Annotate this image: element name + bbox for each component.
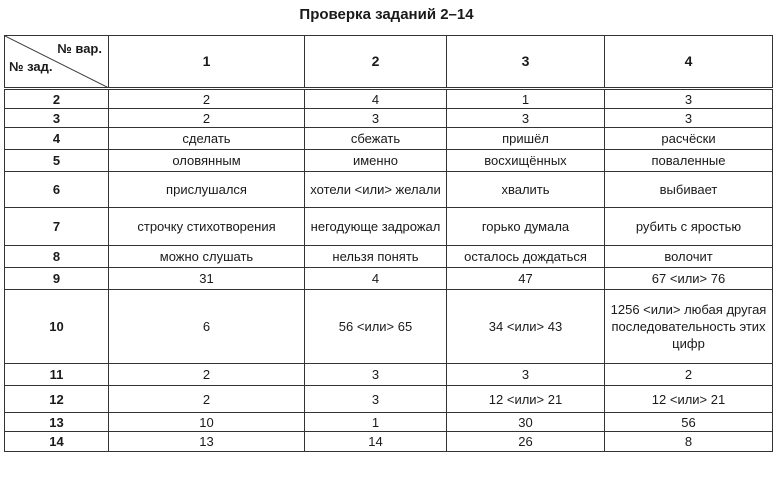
answer-cell: выбивает <box>605 172 773 208</box>
answer-cell: поваленные <box>605 150 773 172</box>
table-row <box>5 208 773 246</box>
task-number: 13 <box>5 413 109 432</box>
task-number: 5 <box>5 150 109 172</box>
answer-cell: 13 <box>109 432 305 452</box>
task-number: 7 <box>5 208 109 246</box>
table-row <box>5 90 773 109</box>
answer-cell: 8 <box>605 432 773 452</box>
table-row <box>5 290 773 364</box>
answer-cell: 3 <box>447 364 605 386</box>
answer-cell: 14 <box>305 432 447 452</box>
column-header: 2 <box>305 36 447 88</box>
answer-cell: 30 <box>447 413 605 432</box>
answer-cell: 1 <box>305 413 447 432</box>
answer-cell: сбежать <box>305 128 447 150</box>
table-row <box>5 432 773 452</box>
task-number: 9 <box>5 268 109 290</box>
answer-cell: 3 <box>305 364 447 386</box>
answer-cell: строчку стихотворения <box>109 208 305 246</box>
answer-cell: расчёски <box>605 128 773 150</box>
answer-cell: 31 <box>109 268 305 290</box>
variant-label: № вар. <box>57 41 102 56</box>
answer-cell: восхищённых <box>447 150 605 172</box>
answer-cell: 3 <box>305 386 447 413</box>
answer-cell: волочит <box>605 246 773 268</box>
task-number: 12 <box>5 386 109 413</box>
answer-cell: 12 <или> 21 <box>605 386 773 413</box>
task-number: 3 <box>5 109 109 128</box>
answer-cell: 12 <или> 21 <box>447 386 605 413</box>
answer-cell: 2 <box>109 109 305 128</box>
corner-cell <box>5 36 109 88</box>
task-number: 11 <box>5 364 109 386</box>
answer-cell: 34 <или> 43 <box>447 290 605 364</box>
answer-cell: сделать <box>109 128 305 150</box>
answer-cell: горько думала <box>447 208 605 246</box>
answer-cell: 2 <box>605 364 773 386</box>
answer-cell: прислушался <box>109 172 305 208</box>
page-title: Проверка заданий 2–14 <box>299 6 474 23</box>
task-number: 14 <box>5 432 109 452</box>
column-header: 1 <box>109 36 305 88</box>
task-number: 8 <box>5 246 109 268</box>
answer-cell: 3 <box>605 90 773 109</box>
answer-table <box>4 35 773 452</box>
table-row <box>5 246 773 268</box>
answer-cell: 47 <box>447 268 605 290</box>
answer-cell: 10 <box>109 413 305 432</box>
answer-cell: 3 <box>305 109 447 128</box>
answer-cell: осталось дождаться <box>447 246 605 268</box>
table-row <box>5 268 773 290</box>
table-row <box>5 413 773 432</box>
column-header: 3 <box>447 36 605 88</box>
answer-cell: 3 <box>447 109 605 128</box>
answer-cell: 56 <или> 65 <box>305 290 447 364</box>
table-row <box>5 364 773 386</box>
header-row <box>5 36 773 88</box>
task-label: № зад. <box>9 59 53 74</box>
answer-cell: 26 <box>447 432 605 452</box>
answer-cell: 3 <box>605 109 773 128</box>
answer-cell: 67 <или> 76 <box>605 268 773 290</box>
task-number: 6 <box>5 172 109 208</box>
answer-cell: 2 <box>109 90 305 109</box>
table-row <box>5 386 773 413</box>
answer-cell: оловянным <box>109 150 305 172</box>
answer-cell: хвалить <box>447 172 605 208</box>
answer-cell: 2 <box>109 386 305 413</box>
task-number: 4 <box>5 128 109 150</box>
answer-cell: рубить с яростью <box>605 208 773 246</box>
answer-cell: нельзя понять <box>305 246 447 268</box>
answer-cell: пришёл <box>447 128 605 150</box>
answer-cell: хотели <или> желали <box>305 172 447 208</box>
table-row <box>5 172 773 208</box>
column-header: 4 <box>605 36 773 88</box>
answer-cell: именно <box>305 150 447 172</box>
table-row <box>5 150 773 172</box>
answer-cell: 56 <box>605 413 773 432</box>
answer-cell: 4 <box>305 90 447 109</box>
table-row <box>5 109 773 128</box>
answer-cell: 1 <box>447 90 605 109</box>
answer-cell: 6 <box>109 290 305 364</box>
answer-cell: негодующе задрожал <box>305 208 447 246</box>
answer-cell: 1256 <или> любая другая последовательность этих цифр <box>605 290 773 364</box>
answer-cell: можно слушать <box>109 246 305 268</box>
answer-cell: 4 <box>305 268 447 290</box>
answer-cell: 2 <box>109 364 305 386</box>
task-number: 10 <box>5 290 109 364</box>
task-number: 2 <box>5 90 109 109</box>
table-row <box>5 128 773 150</box>
